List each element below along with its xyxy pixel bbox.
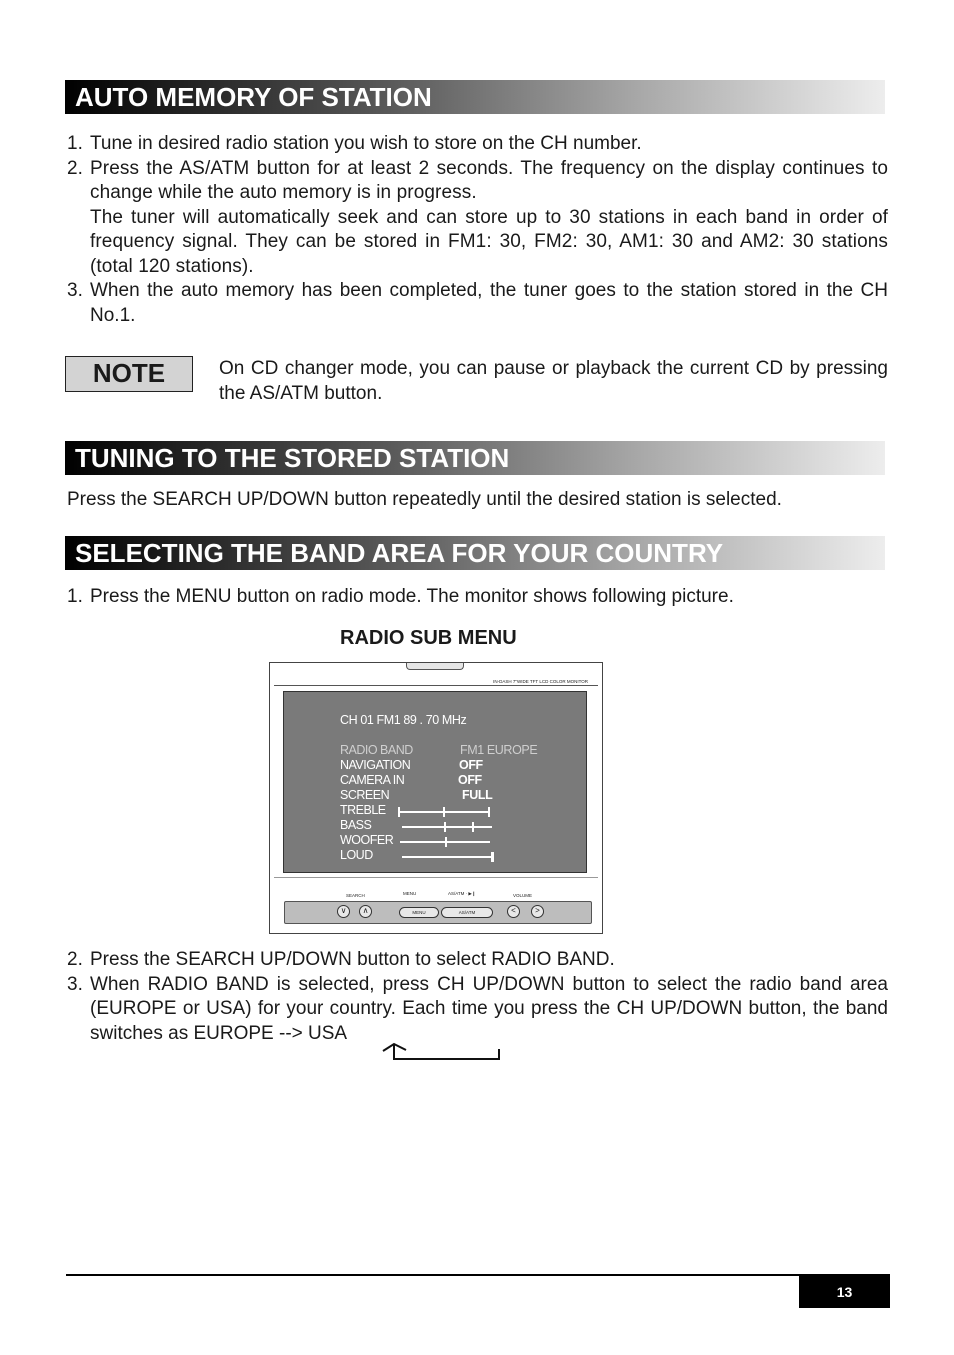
volume-down-button[interactable]: <	[507, 905, 520, 918]
list-item: 3. When the auto memory has been completed, the tuner goes to the station stored in the CH No.1.	[67, 280, 888, 326]
tuning-paragraph: Press the SEARCH UP/DOWN button repeatedly until the desired station is selected.	[67, 489, 782, 510]
figure-title: RADIO SUB MENU	[340, 627, 517, 649]
search-label: SEARCH	[346, 893, 365, 898]
level-marker	[445, 837, 447, 847]
menu-label-treble: TREBLE	[340, 803, 386, 817]
monitor-notch	[406, 663, 464, 670]
return-arrow-icon	[380, 1041, 504, 1063]
section-heading-tuning: TUNING TO THE STORED STATION	[65, 441, 885, 475]
footer-rule	[66, 1274, 890, 1276]
list-item: 1. Press the MENU button on radio mode. The monitor shows following picture.	[67, 586, 734, 607]
search-up-button[interactable]: ∧	[359, 905, 372, 918]
level-marker	[444, 822, 446, 832]
asatm-button[interactable]: AS/ATM	[441, 907, 493, 918]
menu-label-bass: BASS	[340, 818, 372, 832]
note-label: NOTE	[65, 356, 193, 392]
monitor-brand: IN-DASH 7"WIDE TFT LCD COLOR MONITOR	[493, 679, 588, 684]
monitor-screen	[283, 691, 587, 873]
menu-label-screen: SCREEN	[340, 788, 390, 802]
asatm-top-label: AS/ATM · ▶❙	[448, 891, 476, 896]
list-item: 2. Press the SEARCH UP/DOWN button to select RADIO BAND.	[67, 949, 615, 970]
list-item: 2. Press the AS/ATM button for at least 2 seconds. The frequency on the display continues to change while the auto memory is in progress. The tuner will automatically seek and can store up to 30 stations in each band in order of frequency signal. They can be stored in FM1: 30, FM2: 30, AM1: 30 and AM2: 30 stations (total 120 stations).	[67, 157, 888, 277]
divider	[274, 877, 598, 878]
menu-value-radio-band: FM1 EUROPE	[460, 743, 538, 757]
volume-label: VOLUME	[513, 893, 533, 898]
menu-label-navigation: NAVIGATION	[340, 758, 411, 772]
monitor-illustration	[269, 662, 603, 934]
search-down-button[interactable]: ∨	[337, 905, 350, 918]
channel-readout: CH 01 FM1 89 . 70 MHz	[340, 713, 467, 727]
menu-value-camera-in: OFF	[458, 773, 482, 787]
section-heading-band-area: SELECTING THE BAND AREA FOR YOUR COUNTRY	[65, 536, 885, 570]
section-heading-auto-memory: AUTO MEMORY OF STATION	[65, 80, 885, 114]
menu-label-camera-in: CAMERA IN	[340, 773, 405, 787]
level-marker	[491, 852, 494, 862]
menu-label-radio-band: RADIO BAND	[340, 743, 413, 757]
band-step-1	[67, 585, 888, 610]
woofer-level-bar	[400, 837, 490, 845]
control-panel	[284, 901, 592, 924]
loud-level-bar	[402, 852, 494, 860]
treble-level-bar	[398, 807, 490, 815]
page-number: 13	[799, 1276, 890, 1308]
volume-up-button[interactable]: >	[531, 905, 544, 918]
menu-label-woofer: WOOFER	[340, 833, 394, 847]
list-item: 3. When RADIO BAND is selected, press CH UP/DOWN button to select the radio band area (EUROPE or USA) for your country. Each time you press the CH UP/DOWN button, the band switches as EUROPE --> USA	[67, 973, 888, 1044]
menu-value-screen: FULL	[462, 788, 493, 802]
band-steps-2-3	[67, 948, 888, 1046]
auto-memory-steps	[67, 132, 888, 328]
menu-button[interactable]: MENU	[399, 907, 439, 918]
menu-top-label: MENU	[403, 891, 417, 896]
note-text: On CD changer mode, you can pause or playback the current CD by pressing the AS/ATM button.	[219, 358, 888, 404]
divider	[274, 685, 598, 686]
menu-label-loud: LOUD	[340, 848, 373, 862]
list-item: 1. Tune in desired radio station you wish to store on the CH number.	[67, 133, 642, 154]
bass-level-bar	[402, 822, 492, 830]
level-marker	[443, 807, 445, 817]
menu-value-navigation: OFF	[459, 758, 483, 772]
